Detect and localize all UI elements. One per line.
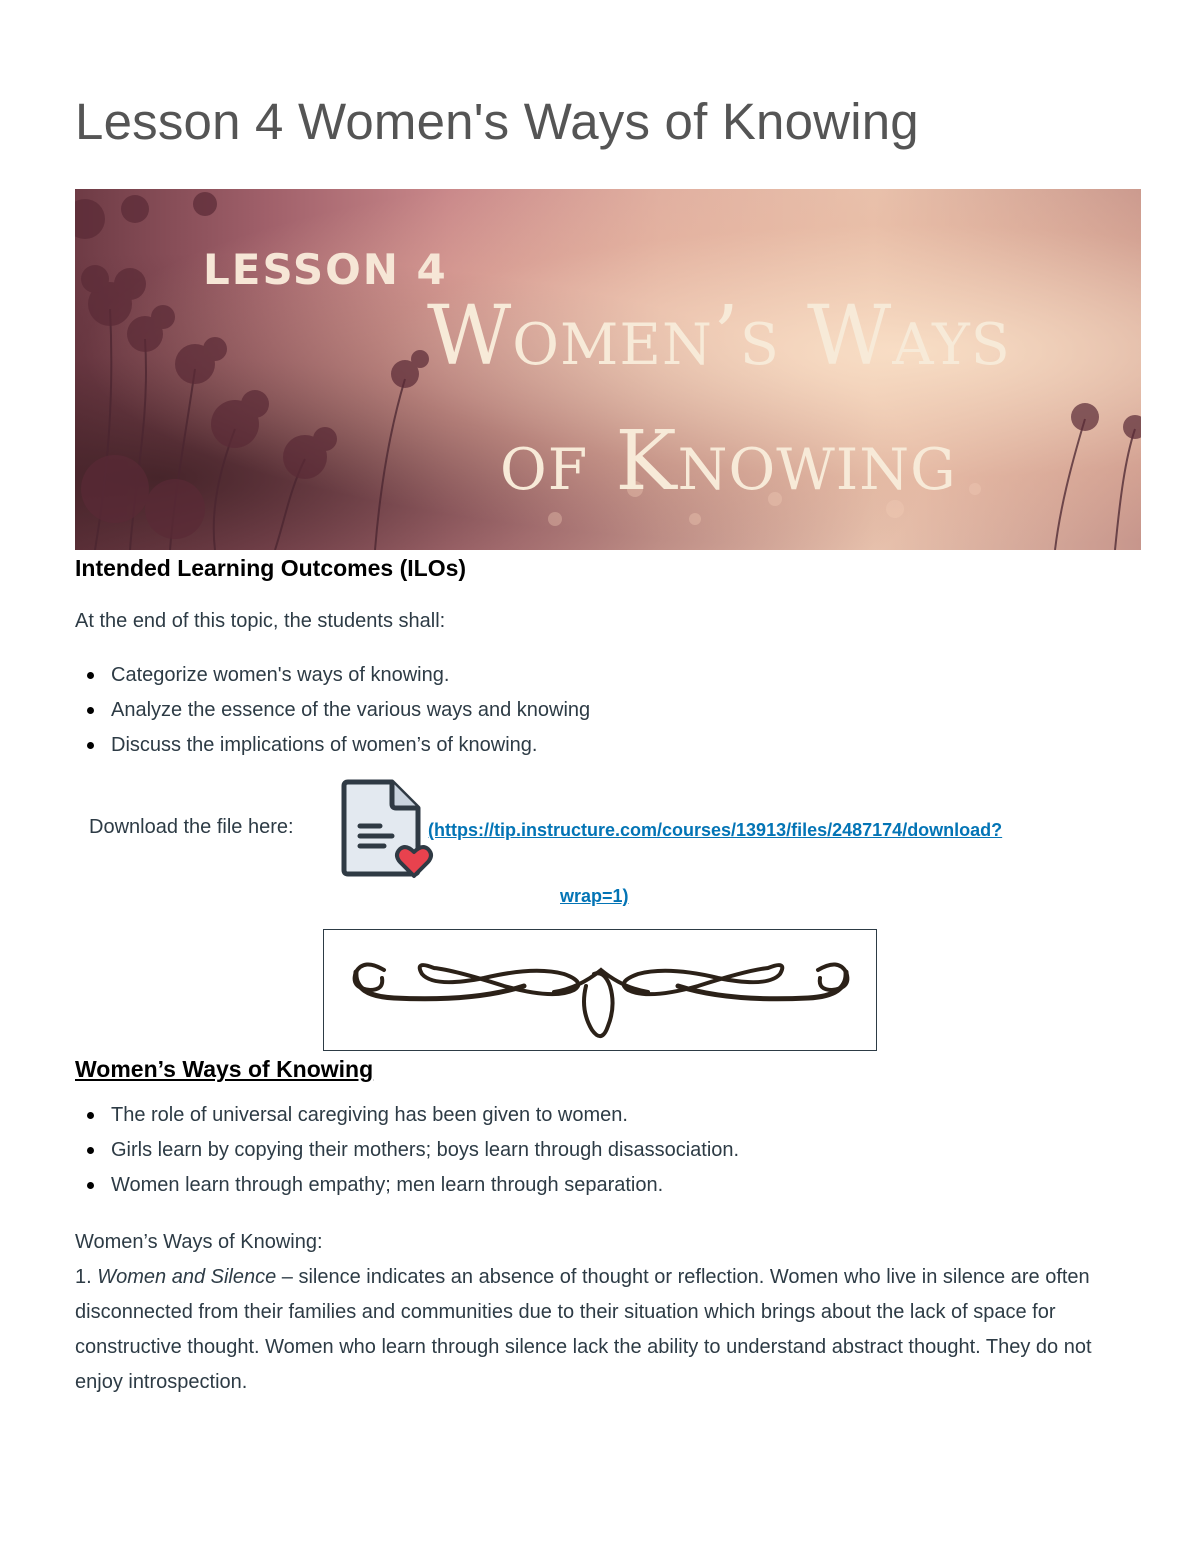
lesson-banner-image [75,189,1141,550]
point-text: – silence indicates an absence of thought or reflection. Women who live in silence are often disconnected from their families and communities due to their situation which brings about the lack of space for constructive thought. Women who learn through silence lack the ability to understand abstract thought. They do not enjoy introspection. [75,1266,1092,1393]
download-label: Download the file here: [89,816,294,838]
download-link-continued[interactable]: wrap=1) [560,886,629,906]
banner-lesson-number: LESSON 4 [203,245,448,294]
ilo-list-item: Discuss the implications of women’s of knowing. [75,728,590,763]
list-title: Women’s Ways of Knowing: [75,1231,323,1253]
ilo-list-item: Categorize women's ways of knowing. [75,658,590,693]
section-list-item: The role of universal caregiving has been given to women. [75,1098,739,1133]
ilo-intro: At the end of this topic, the students shall: [75,610,446,632]
page-title: Lesson 4 Women's Ways of Knowing [75,93,919,150]
ilo-list [75,658,590,763]
banner-title-line-1: Women’s Ways [427,289,1011,384]
section-list-item: Women learn through empathy; men learn through separation. [75,1168,739,1203]
flourish-ornament-icon [324,930,878,1052]
section-heading: Women’s Ways of Knowing [75,1056,374,1082]
download-link[interactable]: (https://tip.instructure.com/courses/13913/files/2487174/download? [428,820,1003,840]
point-term: Women and Silence [97,1266,277,1288]
point-number: 1. [75,1266,98,1288]
ilo-heading: Intended Learning Outcomes (ILOs) [75,555,467,581]
document-heart-icon[interactable] [334,778,434,885]
section-list-item: Girls learn by copying their mothers; boys learn through disassociation. [75,1133,739,1168]
ilo-list-item: Analyze the essence of the various ways and knowing [75,693,590,728]
section-list [75,1098,739,1203]
decorative-divider-ornament [323,929,877,1051]
banner-title-line-2: of Knowing [500,414,957,509]
ways-of-knowing-paragraph [75,1225,1135,1400]
